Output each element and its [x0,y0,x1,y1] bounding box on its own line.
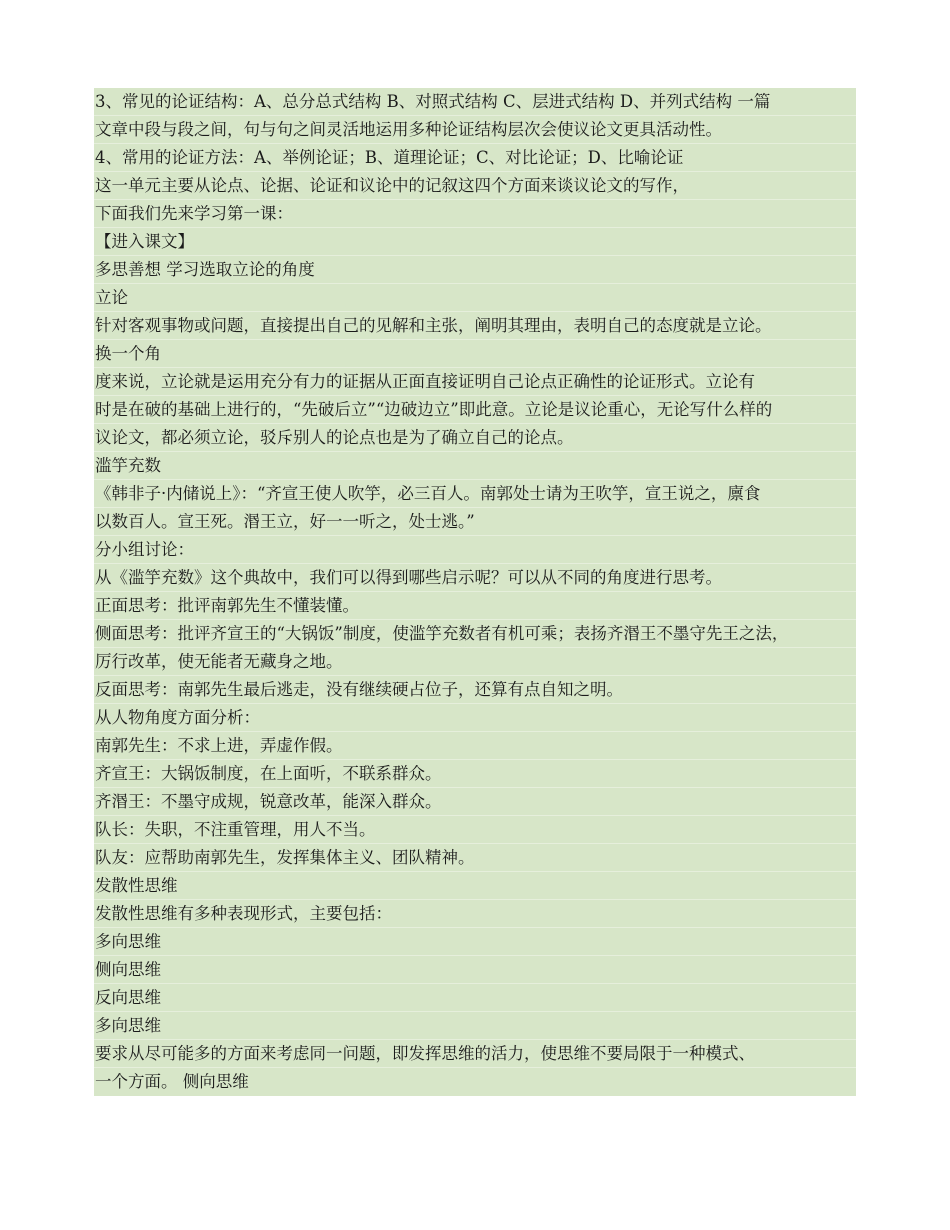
section-heading: 【进入课文】 [94,228,856,256]
text-line: 度来说，立论就是运用充分有力的证据从正面直接证明自己论点正确性的论证形式。立论有 [94,368,856,396]
text-line: 齐湣王：不墨守成规，锐意改革，能深入群众。 [94,788,856,816]
text-line: 3、常见的论证结构：A、总分总式结构 B、对照式结构 C、层进式结构 D、并列式结构 一篇 [94,88,856,116]
highlighted-text-block [94,88,856,1096]
text-line: 要求从尽可能多的方面来考虑同一问题，即发挥思维的活力，使思维不要局限于一种模式、 [94,1040,856,1068]
text-line: 侧面思考：批评齐宣王的“大锅饭”制度，使滥竽充数者有机可乘；表扬齐湣王不墨守先王之法， [94,620,856,648]
text-line: 《韩非子·内储说上》：“齐宣王使人吹竽，必三百人。南郭处士请为王吹竽，宣王说之，廪食 [94,480,856,508]
text-line: 一个方面。 侧向思维 [95,1072,249,1091]
text-line: 齐宣王：大锅饭制度，在上面听，不联系群众。 [94,760,856,788]
text-line: 反向思维 [94,984,856,1012]
text-line: 反面思考：南郭先生最后逃走，没有继续硬占位子，还算有点自知之明。 [94,676,856,704]
text-line: 多向思维 [94,928,856,956]
subheading-divergent: 发散性思维 [94,872,856,900]
subheading-story: 滥竽充数 [94,452,856,480]
text-line: 正面思考：批评南郭先生不懂装懂。 [94,592,856,620]
text-line: 4、常用的论证方法：A、举例论证；B、道理论证；C、对比论证；D、比喻论证 [94,144,856,172]
text-line: 时是在破的基础上进行的，“先破后立”“边破边立”即此意。立论是议论重心，无论写什么样的 [94,396,856,424]
text-line: 发散性思维有多种表现形式，主要包括： [94,900,856,928]
text-line: 文章中段与段之间，句与句之间灵活地运用多种论证结构层次会使议论文更具活动性。 [94,116,856,144]
text-line: 队长：失职，不注重管理，用人不当。 [94,816,856,844]
text-line: 多向思维 [94,1012,856,1040]
text-line: 厉行改革，使无能者无藏身之地。 [94,648,856,676]
subheading-lilun: 立论 [94,284,856,312]
text-line: 以数百人。宣王死。湣王立，好一一听之，处士逃。” [94,508,856,536]
text-line: 下面我们先来学习第一课： [94,200,856,228]
text-line: 南郭先生：不求上进，弄虚作假。 [94,732,856,760]
text-line: 侧向思维 [94,956,856,984]
text-line: 从《滥竽充数》这个典故中，我们可以得到哪些启示呢？可以从不同的角度进行思考。 [94,564,856,592]
text-line: 针对客观事物或问题，直接提出自己的见解和主张，阐明其理由，表明自己的态度就是立论。 [94,312,856,340]
text-line: 换一个角 [94,340,856,368]
text-line: 从人物角度方面分析： [94,704,856,732]
text-line: 分小组讨论： [94,536,856,564]
text-line: 队友：应帮助南郭先生，发挥集体主义、团队精神。 [94,844,856,872]
text-line: 议论文，都必须立论，驳斥别人的论点也是为了确立自己的论点。 [94,424,856,452]
text-line: 这一单元主要从论点、论据、论证和议论中的记叙这四个方面来谈议论文的写作， [94,172,856,200]
lesson-title: 多思善想 学习选取立论的角度 [94,256,856,284]
